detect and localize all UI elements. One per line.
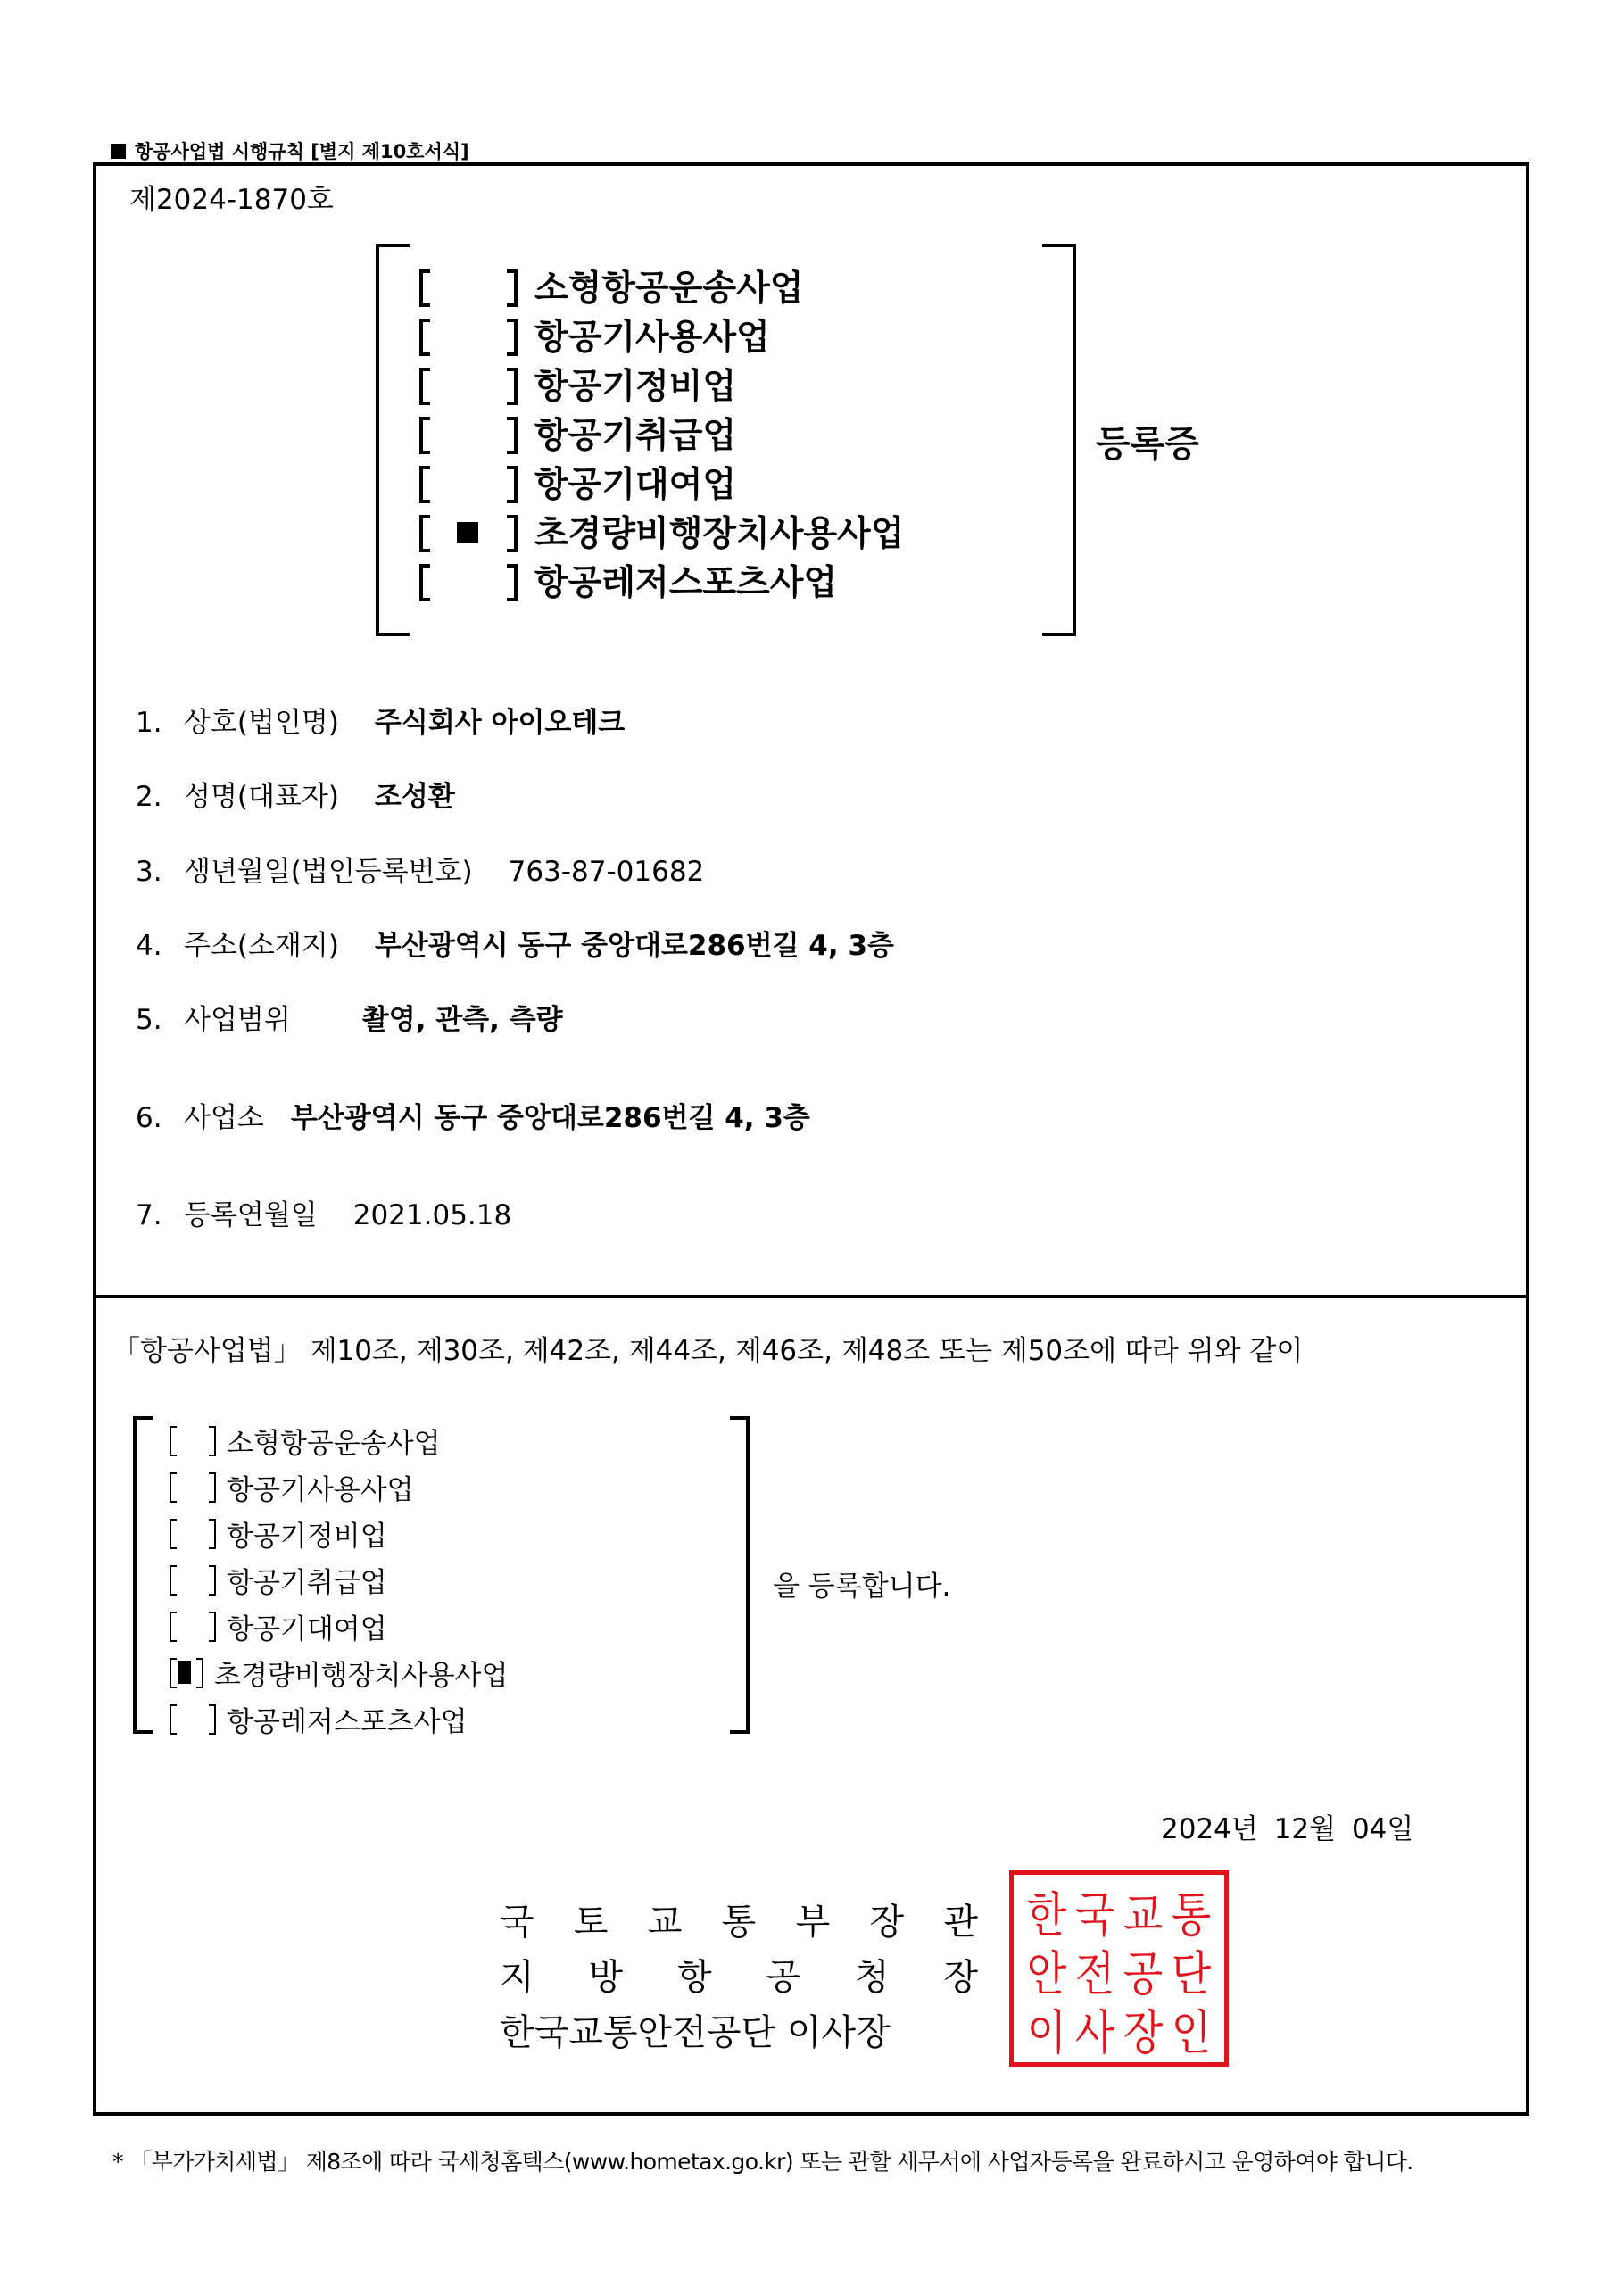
checkbox — [170, 1517, 223, 1549]
checkbox — [170, 1610, 223, 1642]
business-type-label: 항공레저스포츠사업 — [227, 1705, 468, 1738]
checkbox — [418, 464, 529, 500]
field-registration-date: 7. 등록연월일 2021.05.18 — [136, 1199, 512, 1231]
business-type-label: 항공기대여업 — [227, 1612, 387, 1645]
field-value: 부산광역시 동구 중앙대로286번길 4, 3층 — [290, 1102, 810, 1134]
right-bracket — [730, 1416, 750, 1734]
right-bracket — [1042, 244, 1076, 636]
left-bracket — [376, 244, 410, 636]
issuer-line-3: 한국교통안전공단 이사장 — [500, 2012, 891, 2053]
checkbox — [418, 562, 529, 598]
field-value: 부산광역시 동구 중앙대로286번길 4, 3층 — [374, 930, 894, 962]
business-type-item-checked — [418, 506, 904, 555]
footnote: * 「부가가치세법」 제8조에 따라 국세청홈텍스(www.hometax.go.kr) 또는 관할 세무서에 사업자등록을 완료하시고 운영하여야 합니다. — [112, 2149, 1413, 2175]
checkbox — [418, 317, 529, 352]
form-header — [111, 137, 469, 164]
certificate-title: 등록증 — [1096, 424, 1199, 465]
business-type-item — [418, 359, 904, 408]
field-value: 763-87-01682 — [508, 856, 705, 888]
business-type-item — [170, 1695, 508, 1742]
official-seal-stamp — [1009, 1870, 1229, 2067]
field-label: 생년월일(법인등록번호) — [184, 856, 473, 888]
business-type-label: 소형항공운송사업 — [227, 1427, 441, 1460]
business-type-label: 항공기사용사업 — [534, 317, 770, 358]
business-type-item-checked — [170, 1649, 508, 1695]
field-label: 성명(대표자) — [184, 781, 339, 813]
business-type-item — [418, 310, 904, 359]
checkbox — [170, 1703, 223, 1735]
checkbox — [170, 1471, 223, 1503]
issue-date: 2024년 12월 04일 — [1161, 1813, 1414, 1845]
field-label: 주소(소재지) — [184, 930, 339, 962]
business-type-item — [418, 457, 904, 506]
checkbox — [418, 268, 529, 303]
business-type-item — [418, 261, 904, 310]
law-reference-line: 「항공사업법」 제10조, 제30조, 제42조, 제44조, 제46조, 제48조 또는 제50조에 따라 위와 같이 — [112, 1335, 1304, 1367]
checkbox-checked — [418, 513, 529, 549]
checkbox — [170, 1563, 223, 1596]
form-header-text: 항공사업법 시행규칙 [별지 제10호서식] — [135, 141, 469, 162]
issuer-line-1: 국 토 교 통 부 장 관 — [500, 1902, 978, 1943]
business-type-item — [170, 1510, 508, 1556]
business-type-item — [418, 408, 904, 457]
field-value: 2021.05.18 — [352, 1199, 512, 1231]
filled-square-icon — [178, 1661, 191, 1684]
checkbox — [170, 1424, 223, 1456]
black-square-icon — [111, 144, 126, 159]
field-business-scope: 5. 사업범위 촬영, 관측, 측량 — [136, 1004, 563, 1036]
field-registration-number: 3. 생년월일(법인등록번호) 763-87-01682 — [136, 856, 705, 888]
checkbox — [418, 366, 529, 402]
business-type-label: 항공레저스포츠사업 — [534, 562, 838, 603]
business-type-label: 항공기취급업 — [534, 415, 737, 456]
business-type-item — [170, 1603, 508, 1649]
issuer-line-2: 지 방 항 공 청 장 — [500, 1957, 978, 1998]
field-label: 사업소 — [184, 1102, 264, 1134]
register-statement: 을 등록합니다. — [773, 1571, 951, 1603]
checkbox-checked — [170, 1656, 211, 1688]
business-type-list — [418, 261, 904, 604]
business-type-label: 항공기취급업 — [227, 1566, 387, 1599]
business-type-item — [170, 1417, 508, 1463]
certificate-number: 제2024-1870호 — [129, 184, 334, 216]
business-type-label: 초경량비행장치사용사업 — [534, 513, 905, 554]
business-type-item — [418, 555, 904, 604]
field-business-office: 6. 사업소 부산광역시 동구 중앙대로286번길 4, 3층 — [136, 1102, 810, 1134]
business-type-label: 초경량비행장치사용사업 — [214, 1659, 509, 1692]
field-company-name: 1. 상호(법인명) 주식회사 아이오테크 — [136, 707, 626, 739]
business-type-list-small — [170, 1417, 508, 1742]
business-type-label: 소형항공운송사업 — [534, 268, 804, 309]
field-label: 상호(법인명) — [184, 707, 339, 739]
issuing-authorities — [500, 1894, 978, 2060]
field-value: 주식회사 아이오테크 — [374, 707, 626, 739]
business-type-label: 항공기사용사업 — [227, 1473, 414, 1506]
business-type-label: 항공기정비업 — [534, 366, 737, 407]
field-label: 사업범위 — [184, 1004, 291, 1036]
filled-square-icon — [457, 522, 478, 543]
business-type-label: 항공기정비업 — [227, 1520, 387, 1553]
checkbox — [418, 415, 529, 451]
seal-characters: 한 국 교 통 안 전 공 단 이 사 장 인 — [1026, 1886, 1212, 2060]
field-value: 조성환 — [374, 781, 455, 813]
business-type-item — [170, 1463, 508, 1510]
field-label: 등록연월일 — [184, 1199, 318, 1231]
field-address: 4. 주소(소재지) 부산광역시 동구 중앙대로286번길 4, 3층 — [136, 930, 894, 962]
business-type-label: 항공기대여업 — [534, 464, 737, 505]
field-representative: 2. 성명(대표자) 조성환 — [136, 781, 455, 813]
section-divider — [93, 1295, 1529, 1298]
field-value: 촬영, 관측, 측량 — [361, 1004, 563, 1036]
business-type-item — [170, 1556, 508, 1603]
left-bracket — [133, 1416, 153, 1734]
